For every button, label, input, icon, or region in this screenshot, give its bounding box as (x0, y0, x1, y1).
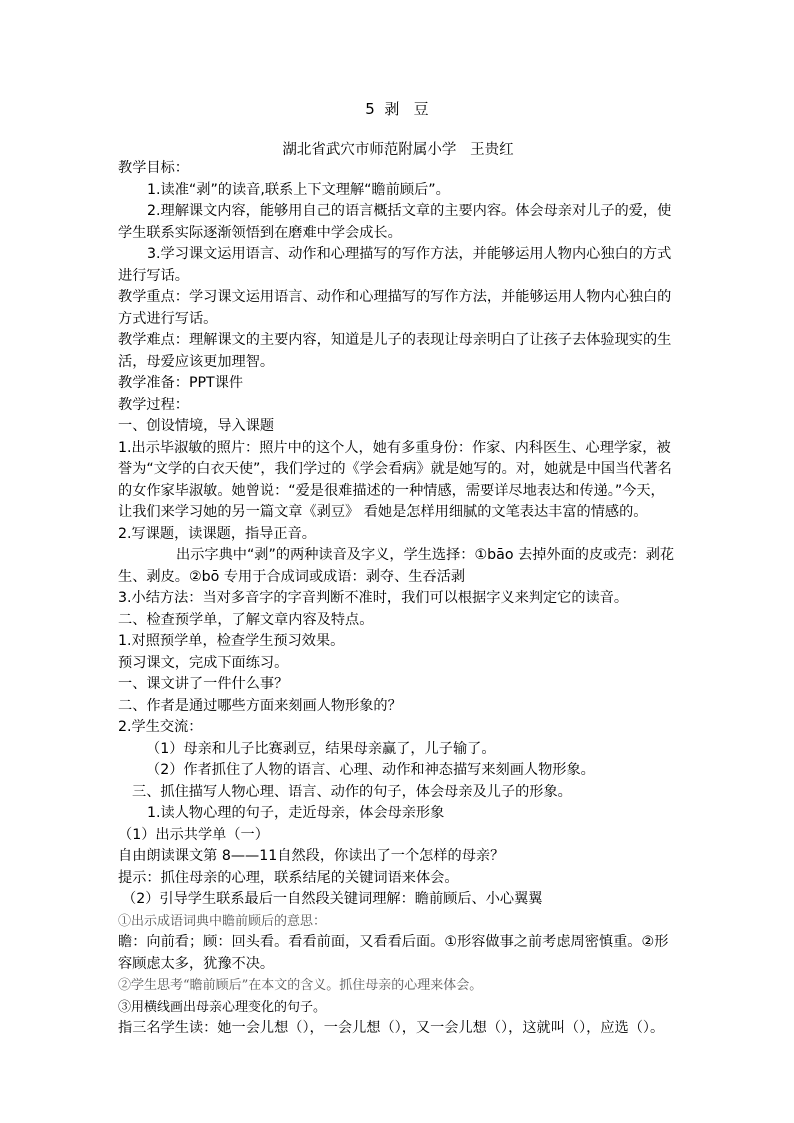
author-line: 湖北省武穴市师范附属小学 王贵红 (282, 142, 514, 158)
paragraph: 1.对照预学单，检查学生预习效果。 (118, 633, 345, 649)
exercise-question: 二、作者是通过哪些方面来刻画人物形象的？ (118, 697, 402, 714)
step-heading: 三、抓住描写人物心理、语言、动作的句子，体会母亲及儿子的形象。 (132, 783, 572, 800)
answer-item: （1）母亲和儿子比赛剥豆，结果母亲赢了，儿子输了。 (146, 740, 496, 757)
paragraph: 1.读人物心理的句子，走近母亲，体会母亲形象 (147, 805, 445, 821)
paragraph: 2.写课题，读课题，指导正音。 (118, 525, 316, 542)
lesson-title: 5 剥 豆 (365, 100, 429, 118)
exercise-question: 一、课文讲了一件什么事？ (118, 676, 289, 692)
paragraph: ②学生思考“瞻前顾后”在本文的含义。抓住母亲的心理来体会。 (118, 978, 483, 993)
paragraph: ①出示成语词典中瞻前顾后的意思： (118, 913, 327, 929)
objective-item: 3.学习课文运用语言、动作和心理描写的写作方法，并能够运用人物内心独白的方式进行写话。 (118, 246, 672, 284)
step-heading: 二、检查预学单，了解文章内容及特点。 (118, 611, 374, 628)
section-heading-process: 教学过程： (118, 396, 189, 413)
objective-item: 1.读准“剥”的读音,联系上下文理解“瞻前顾后”。 (147, 181, 450, 198)
paragraph: 预习课文，完成下面练习。 (118, 654, 289, 671)
definition: 瞻：向前看；顾：回头看。看看前面，又看看后面。①形容做事之前考虑周密慎重。②形容顾虑太多，犹豫不决。 (118, 934, 669, 972)
paragraph: 3.小结方法：当对多音字的字音判断不准时，我们可以根据字义来判定它的读音。 (118, 590, 629, 606)
teaching-difficulty: 教学难点：理解课文的主要内容，知道是儿子的表现让母亲明白了让孩子去体验现实的生活，母爱应该更加理智。 (118, 332, 672, 370)
paragraph: （1）出示共学单（一） (118, 826, 269, 843)
paragraph: ③用横线画出母亲心理变化的句子。 (118, 999, 327, 1015)
section-heading-objectives: 教学目标： (118, 160, 189, 176)
answer-item: （2）作者抓住了人物的语言、心理、动作和神态描写来刻画人物形象。 (146, 762, 595, 778)
objective-item: 2.理解课文内容，能够用自己的语言概括文章的主要内容。体会母亲对儿子的爱，使学生联系实际逐渐领悟到在磨难中学会成长。 (118, 203, 672, 241)
paragraph: 1.出示毕淑敏的照片：照片中的这个人，她有多重身份：作家、内科医生、心理学家，被誉为“文学的白衣天使”，我们学过的《学会看病》就是她写的。对，她就是中国当代著名的女作家毕淑敏。她曾说：“爱是很难描述的一种情感，需要详尽地表达和传递。”今天，让我们来学习她的另一篇文章《剥豆》 看她是怎样用细腻的文笔表达丰富的情感的。 (118, 439, 672, 520)
paragraph: 提示：抓住母亲的心理，联系结尾的关键词语来体会。 (118, 869, 459, 886)
paragraph: 自由朗读课文第 8——11自然段，你读出了一个怎样的母亲？ (118, 848, 505, 864)
lesson-body (118, 158, 678, 1040)
step-heading: 一、创设情境，导入课题 (118, 418, 275, 434)
teaching-focus: 教学重点：学习课文运用语言、动作和心理描写的写作方法，并能够运用人物内心独白的方式进行写话。 (118, 289, 672, 327)
paragraph: 2.学生交流： (118, 719, 203, 735)
paragraph: （2）引导学生联系最后一自然段关键词理解：瞻前顾后、小心翼翼 (122, 891, 543, 907)
paragraph: 指三名学生读：她一会儿想（），一会儿想（），又一会儿想（），这就叫（），应选（）。 (118, 1020, 665, 1036)
teaching-preparation: 教学准备：PPT课件 (118, 375, 244, 391)
paragraph: 出示字典中“剥”的两种读音及字义，学生选择：①bāo 去掉外面的皮或壳：剥花生、剥皮。②bō 专用于合成词或成语：剥夺、生吞活剥 (118, 547, 675, 585)
